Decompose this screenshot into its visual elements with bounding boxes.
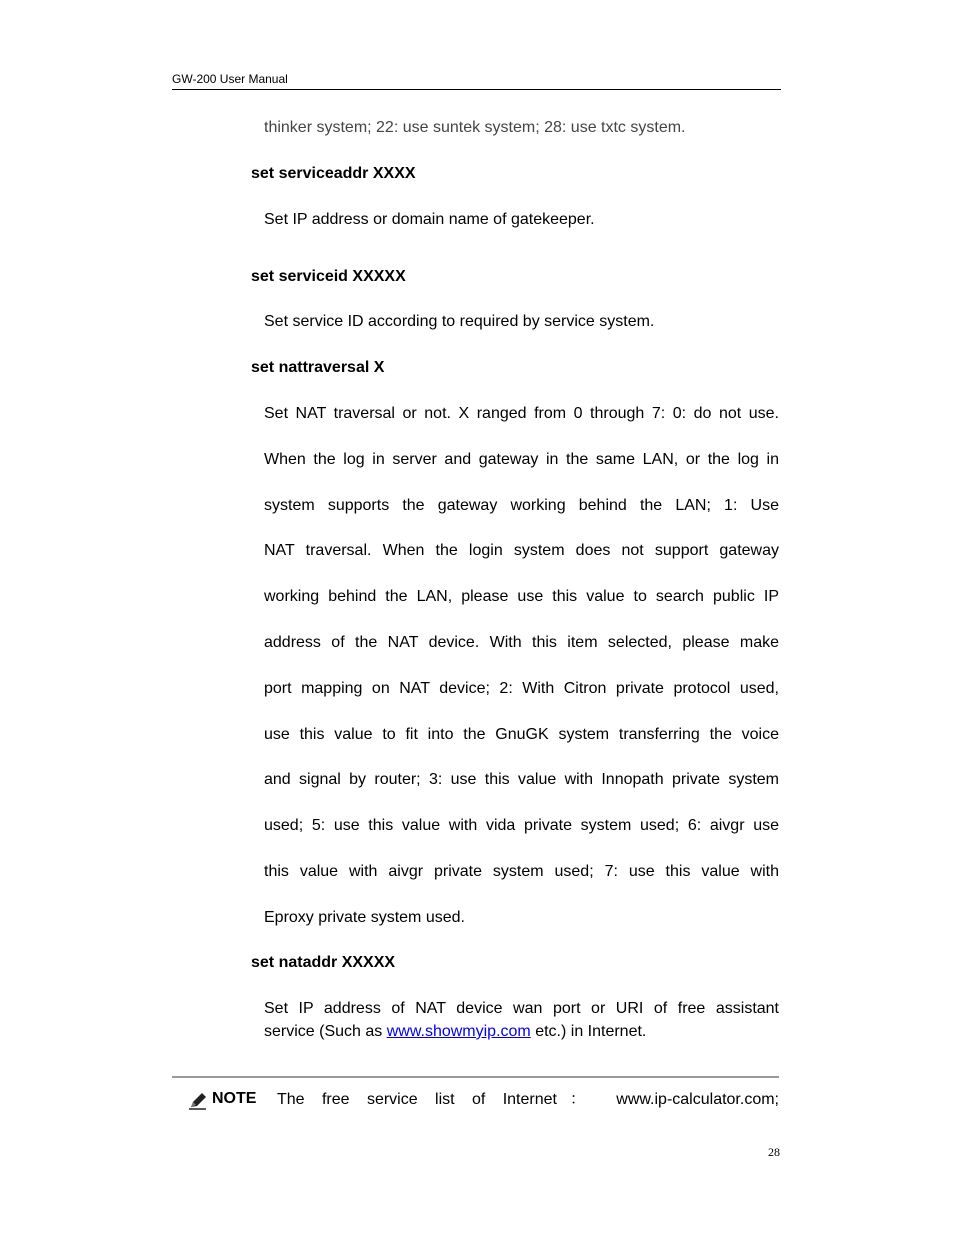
description-serviceid: Set service ID according to required by service system. [264,313,655,330]
description-nattraversal [264,404,779,954]
note-label: NOTE [212,1090,257,1107]
paragraph-text: etc.) in Internet. [530,1023,647,1040]
page-number: 28 [768,1145,780,1159]
continuation-text: thinker system; 22: use suntek system; 28: use txtc system. [264,119,686,136]
paragraph-line: Set NAT traversal or not. X ranged from 0 through 7: 0: do not use. [264,405,779,422]
paragraph-line: use this value to fit into the GnuGK system transferring the voice [264,725,779,743]
paragraph-line: Eproxy private system used. [264,908,465,926]
description-nataddr [264,997,779,1043]
command-serviceaddr: set serviceaddr XXXX [251,165,416,182]
pencil-icon [188,1092,208,1110]
running-header: GW-200 User Manual [172,72,288,86]
paragraph-line: NAT traversal. When the login system does not support gateway [264,542,779,560]
paragraph-text: service (Such as [264,1023,387,1040]
showmyip-link[interactable]: www.showmyip.com [386,1023,531,1040]
command-nataddr: set nataddr XXXXX [251,954,396,971]
note-text: The free service list of Internet： www.ip-calculator.com; [277,1091,779,1108]
paragraph-line: When the log in server and gateway in the same LAN, or the log in [264,450,779,468]
paragraph-line: Set IP address of NAT device wan port or URI of free assistant [264,1000,779,1017]
paragraph-line [264,1020,779,1043]
command-nattraversal: set nattraversal X [251,359,385,376]
description-serviceaddr: Set IP address or domain name of gatekeeper. [264,211,595,228]
paragraph-line: system supports the gateway working behind the LAN; 1: Use [264,496,779,514]
paragraph-line: port mapping on NAT device; 2: With Citron private protocol used, [264,679,779,697]
paragraph-line: address of the NAT device. With this item selected, please make [264,633,779,651]
paragraph-line: used; 5: use this value with vida private system used; 6: aivgr use [264,817,779,835]
paragraph-line: and signal by router; 3: use this value with Innopath private system [264,771,779,789]
note-divider [172,1076,779,1078]
paragraph-line: this value with aivgr private system used; 7: use this value with [264,862,779,880]
paragraph-line: working behind the LAN, please use this value to search public IP [264,588,779,606]
header-divider [172,89,781,90]
command-serviceid: set serviceid XXXXX [251,268,406,285]
